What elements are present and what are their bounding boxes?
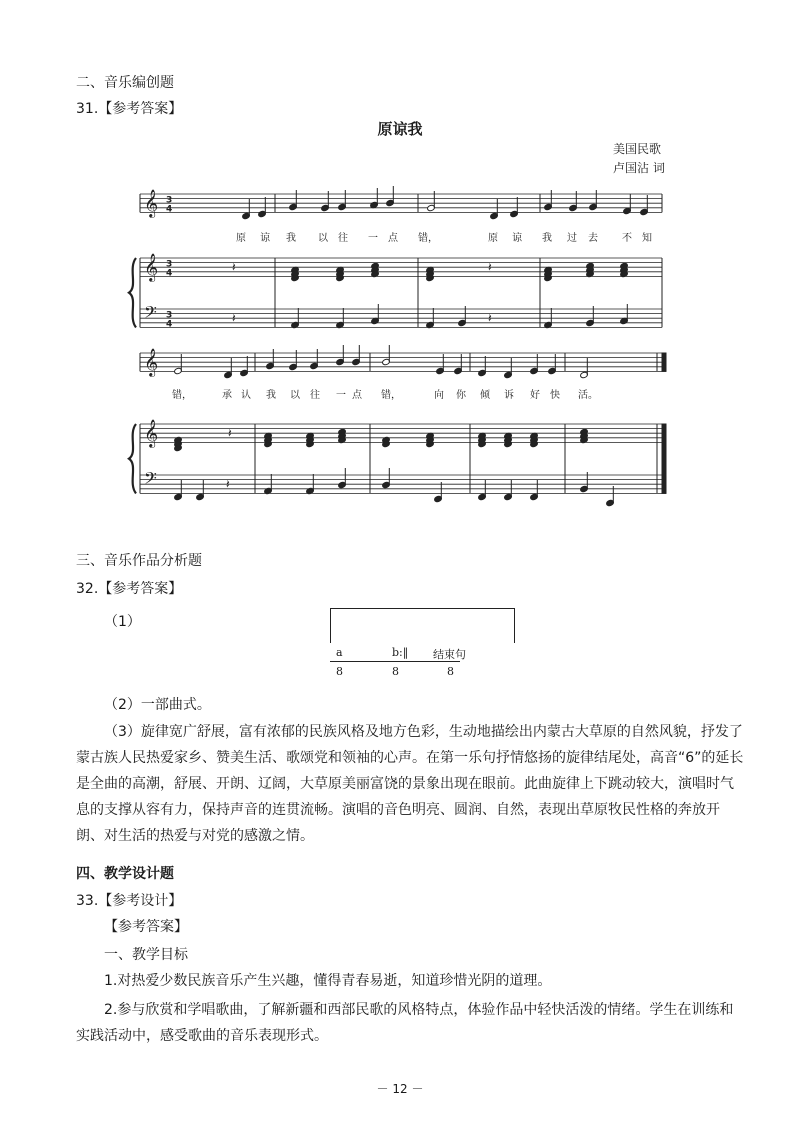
lyric-syllable-7: 错，: [418, 233, 438, 244]
lyric-syllable-1: 谅: [260, 233, 270, 244]
lyric-syllable-12: 去: [588, 233, 598, 244]
song-origin: 美国民歌: [613, 142, 662, 156]
time-sig-bottom: 4: [166, 204, 173, 215]
treble-clef-icon: 𝄞: [144, 348, 159, 376]
treble-clef-icon: 𝄞: [144, 253, 159, 281]
time-sig-bottom: 4: [166, 268, 173, 279]
lyric-syllable-4: 往: [338, 233, 348, 244]
rest-icon: 𝄽: [228, 426, 232, 440]
lyric-syllable-11: 过: [567, 233, 577, 244]
lyric-syllable-6: 一: [336, 390, 346, 401]
lyric-syllable-0: 错，: [172, 390, 192, 401]
section-heading-analysis: 三、音乐作品分析题: [76, 553, 202, 569]
rest-icon: 𝄽: [226, 477, 230, 491]
lyric-syllable-9: 谅: [512, 233, 522, 244]
form-bars-ending: 8: [447, 665, 454, 678]
song-lyricist: 卢国沾 词: [613, 161, 665, 175]
subheading-teaching-goals: 一、教学目标: [104, 947, 188, 963]
rest-icon: 𝄽: [488, 311, 492, 325]
answer-label: 【参考答案】: [104, 919, 188, 935]
time-sig-top: 3: [166, 310, 173, 321]
question-32-label: 32.【参考答案】: [76, 581, 183, 597]
final-bar: [662, 353, 666, 371]
lyric-syllable-11: 倾: [480, 390, 490, 401]
form-label-a: a: [336, 646, 343, 659]
time-sig-top: 3: [166, 259, 173, 270]
question-33-label: 33.【参考设计】: [76, 893, 183, 909]
goal-2: 2.参与欣赏和学唱歌曲，了解新疆和西部民歌的风格特点，体验作品中轻快活泼的情绪。学生在训练和实践活动中，感受歌曲的音乐表现形式。: [76, 1002, 734, 1044]
section-heading-composition: 二、音乐编创题: [76, 75, 174, 91]
item-1-label: （1）: [104, 614, 141, 630]
clefs: [129, 189, 172, 493]
treble-clef-icon: 𝄞: [144, 419, 159, 447]
bass-clef-icon: 𝄢: [144, 302, 157, 326]
lyric-syllable-13: 不: [622, 233, 632, 244]
section-heading-teaching-design: 四、教学设计题: [76, 866, 174, 882]
lyric-syllable-8: 错，: [381, 390, 401, 401]
lyric-syllable-9: 向: [434, 390, 444, 401]
lyric-syllable-7: 点: [352, 390, 362, 401]
lyric-syllable-10: 你: [456, 390, 466, 401]
lyric-syllable-0: 原: [236, 233, 246, 244]
lyric-syllable-3: 我: [266, 390, 276, 401]
lyrics-line-1: [236, 231, 652, 244]
rest-icon: 𝄽: [488, 260, 492, 274]
form-label-b: b:‖: [392, 646, 409, 659]
form-label-ending: 结束句: [433, 648, 466, 661]
lyric-syllable-2: 认: [241, 390, 251, 401]
form-bracket: [330, 608, 515, 643]
item-3-text: （3）旋律宽广舒展，富有浓郁的民族风格及地方色彩，生动地描绘出内蒙古大草原的自然风貌，抒发了蒙古族人民热爱家乡、赞美生活、歌颂党和领袖的心声。在第一乐句抒情悠扬的旋律结尾处，高音“6”的延长是全曲的高潮，舒展、开朗、辽阔，大草原美丽富饶的景象出现在眼前。此曲旋律上下跳动较大，演唱时气息的支撑从容有力，保持声音的连贯流畅。演唱的音色明亮、圆润、自然，表现出草原牧民性格的奔放开朗、对生活的热爱与对党的感激之情。: [76, 724, 744, 844]
form-bars-b: 8: [392, 665, 399, 678]
bass-clef-icon: 𝄢: [144, 468, 157, 492]
piano-brace: [129, 424, 136, 493]
goal-1: 1.对热爱少数民族音乐产生兴趣，懂得青春易逝，知道珍惜光阴的道理。: [104, 973, 552, 989]
lyric-syllable-6: 点: [388, 233, 398, 244]
lyric-syllable-4: 以: [290, 390, 300, 401]
time-sig-top: 3: [166, 195, 173, 206]
lyric-syllable-14: 知: [642, 233, 652, 244]
lyric-syllable-13: 好: [530, 390, 540, 401]
page-number: － 12 －: [376, 1082, 424, 1096]
song-title: 原谅我: [377, 120, 423, 138]
lyric-syllable-2: 我: [286, 233, 296, 244]
rest-icon: 𝄽: [232, 260, 236, 274]
question-31-label: 31.【参考答案】: [76, 101, 183, 117]
lyric-syllable-5: 往: [310, 390, 320, 401]
lyric-syllable-3: 以: [318, 233, 328, 244]
lyrics-line-2: [172, 388, 598, 401]
lyric-syllable-8: 原: [488, 233, 498, 244]
time-sig-bottom: 4: [166, 319, 173, 330]
lyric-syllable-5: 一: [368, 233, 378, 244]
lyric-syllable-10: 我: [542, 233, 552, 244]
form-divider: [330, 661, 460, 662]
lyric-syllable-14: 快: [550, 390, 560, 401]
lyric-syllable-15: 活。: [578, 390, 598, 401]
lyric-syllable-1: 承: [222, 390, 232, 401]
treble-clef-icon: 𝄞: [144, 189, 159, 217]
item-2-text: （2）一部曲式。: [104, 697, 211, 713]
final-bar: [662, 424, 666, 493]
lyric-syllable-12: 诉: [504, 390, 514, 401]
form-bars-a: 8: [336, 665, 343, 678]
piano-brace: [129, 258, 136, 327]
form-diagram: [330, 608, 515, 678]
sheet-music-score: [0, 0, 800, 520]
rest-icon: 𝄽: [232, 311, 236, 325]
